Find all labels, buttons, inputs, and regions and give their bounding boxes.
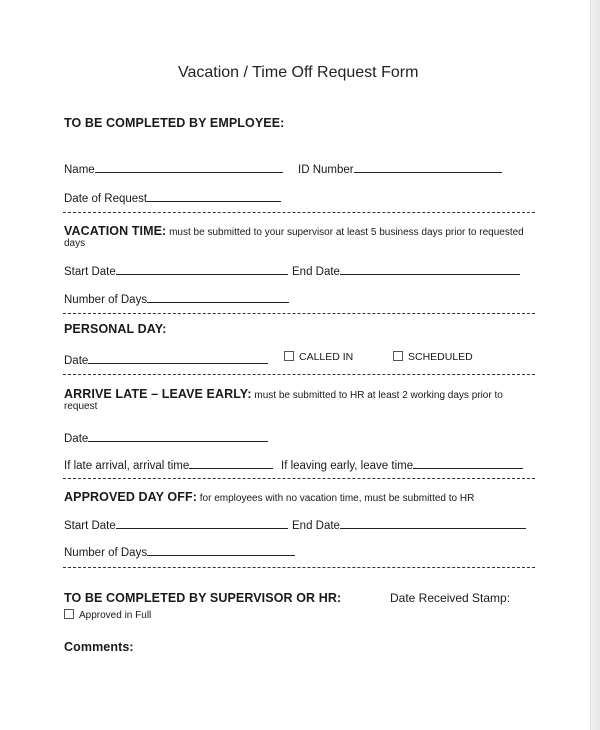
approved-day-off-note: for employees with no vacation time, must be submitted to HR xyxy=(196,493,475,504)
section-divider xyxy=(63,374,535,375)
approved-day-off-header xyxy=(64,488,474,506)
approved-days-field[interactable] xyxy=(147,544,295,556)
id-number-label: ID Number xyxy=(298,164,354,176)
arrive-late-date-label: Date xyxy=(64,433,89,445)
section-divider xyxy=(63,212,535,213)
arrival-time-field[interactable] xyxy=(189,457,273,469)
leave-time-row xyxy=(281,457,523,472)
name-field[interactable] xyxy=(95,161,283,173)
vacation-end-date-label: End Date xyxy=(292,266,340,278)
approved-days-label: Number of Days xyxy=(64,547,148,559)
approved-start-date-row xyxy=(64,517,288,532)
arrive-late-header xyxy=(64,385,503,403)
id-number-row xyxy=(298,161,502,176)
vacation-time-note-cont: days xyxy=(64,238,86,249)
vacation-end-date-row xyxy=(292,263,520,278)
comments-label: Comments: xyxy=(64,640,134,654)
supervisor-section-heading: TO BE COMPLETED BY SUPERVISOR OR HR: xyxy=(64,591,342,605)
vacation-start-date-field[interactable] xyxy=(116,263,288,275)
personal-day-date-field[interactable] xyxy=(88,352,268,364)
leave-time-label: If leaving early, leave time xyxy=(281,460,414,472)
arrive-late-date-field[interactable] xyxy=(88,430,268,442)
called-in-checkbox[interactable] xyxy=(284,351,294,361)
approved-in-full-label: Approved in Full xyxy=(79,610,152,621)
page-edge xyxy=(590,0,600,730)
arrival-time-row xyxy=(64,457,273,472)
section-divider xyxy=(63,313,535,314)
approved-day-off-heading: APPROVED DAY OFF: xyxy=(64,490,197,504)
section-divider xyxy=(63,567,535,568)
approved-start-date-label: Start Date xyxy=(64,520,116,532)
approved-end-date-row xyxy=(292,517,526,532)
date-of-request-row xyxy=(64,190,281,205)
approved-in-full-checkbox[interactable] xyxy=(64,609,74,619)
date-of-request-label: Date of Request xyxy=(64,193,148,205)
personal-day-date-label: Date xyxy=(64,355,89,367)
scheduled-checkbox[interactable] xyxy=(393,351,403,361)
date-of-request-field[interactable] xyxy=(147,190,281,202)
personal-day-heading: PERSONAL DAY: xyxy=(64,322,167,336)
page-title: Vacation / Time Off Request Form xyxy=(178,64,419,81)
arrive-late-note-cont: request xyxy=(64,401,98,412)
personal-day-date-row xyxy=(64,352,268,367)
employee-section-heading: TO BE COMPLETED BY EMPLOYEE: xyxy=(64,116,285,130)
scheduled-option[interactable] xyxy=(393,351,473,363)
id-number-field[interactable] xyxy=(354,161,502,173)
vacation-end-date-field[interactable] xyxy=(340,263,520,275)
date-received-stamp-label: Date Received Stamp: xyxy=(390,591,511,605)
approved-in-full-option[interactable] xyxy=(64,609,151,621)
scheduled-label: SCHEDULED xyxy=(408,351,473,363)
vacation-days-row xyxy=(64,291,289,306)
leave-time-field[interactable] xyxy=(413,457,523,469)
called-in-label: CALLED IN xyxy=(299,351,354,363)
vacation-time-heading: VACATION TIME: xyxy=(64,224,167,238)
vacation-start-date-row xyxy=(64,263,288,278)
vacation-time-note: must be submitted to your supervisor at least 5 business days prior to requested xyxy=(166,227,524,238)
called-in-option[interactable] xyxy=(284,351,353,363)
arrive-late-note: must be submitted to HR at least 2 working days prior to xyxy=(251,390,503,401)
name-row xyxy=(64,161,283,176)
vacation-time-header xyxy=(64,222,524,240)
arrive-late-heading: ARRIVE LATE – LEAVE EARLY: xyxy=(64,387,252,401)
vacation-start-date-label: Start Date xyxy=(64,266,116,278)
vacation-days-label: Number of Days xyxy=(64,294,148,306)
arrive-late-date-row xyxy=(64,430,268,445)
arrival-time-label: If late arrival, arrival time xyxy=(64,460,190,472)
approved-end-date-field[interactable] xyxy=(340,517,526,529)
vacation-days-field[interactable] xyxy=(147,291,289,303)
approved-end-date-label: End Date xyxy=(292,520,340,532)
approved-start-date-field[interactable] xyxy=(116,517,288,529)
approved-days-row xyxy=(64,544,295,559)
name-label: Name xyxy=(64,164,95,176)
section-divider xyxy=(63,478,535,479)
